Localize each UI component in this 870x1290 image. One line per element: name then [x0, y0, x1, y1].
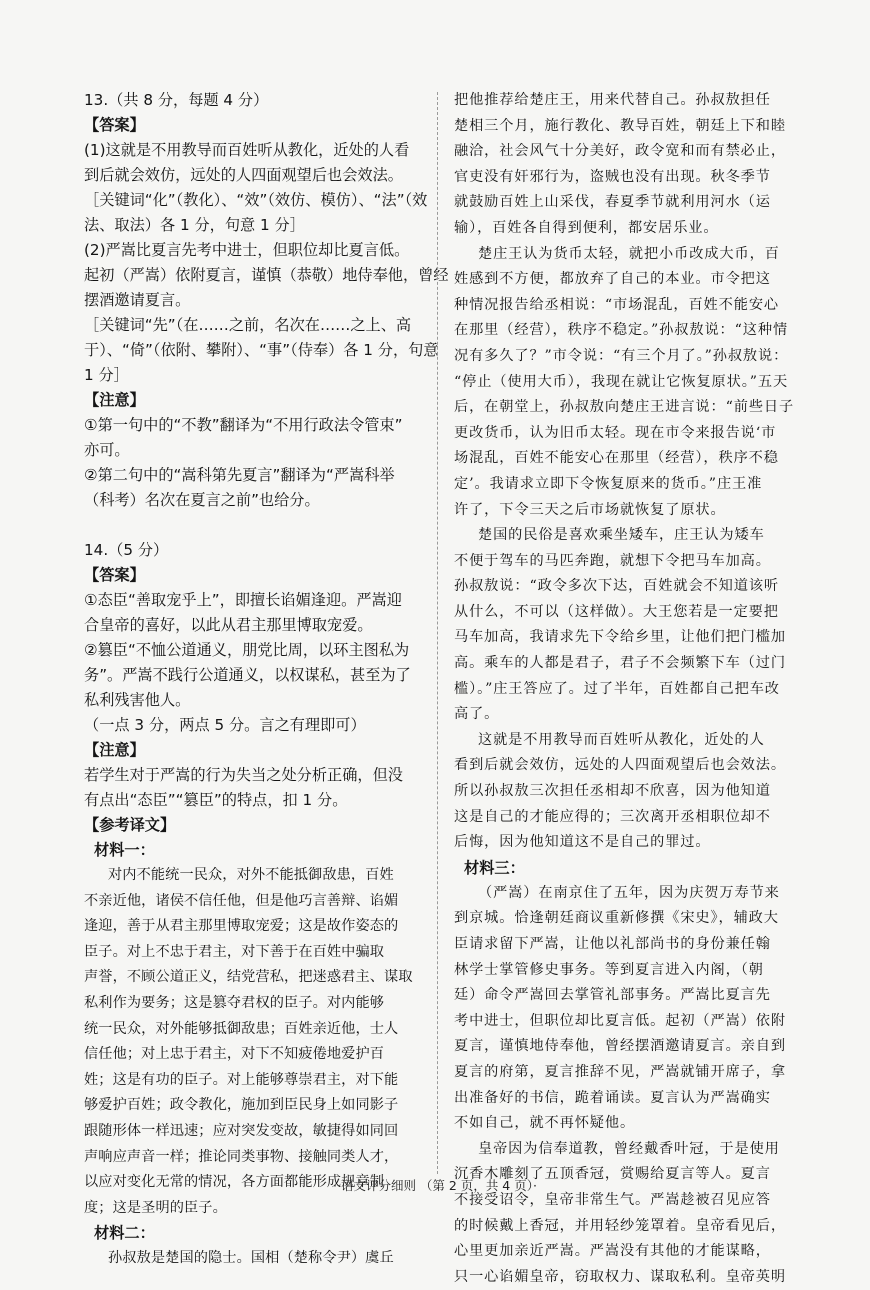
- section-heading: 【答案】: [84, 566, 145, 584]
- text-line: 有点出“态臣”“篡臣”的特点，扣 1 分。: [84, 791, 348, 809]
- text-line: 这就是不用教导而百姓听从教化，近处的人: [478, 731, 765, 748]
- text-line: 不接受诏令，皇帝非常生气。严嵩趁被召见应答: [454, 1191, 771, 1208]
- text-line: 不便于驾车的马匹奔跑，就想下令把马车加高。: [454, 552, 771, 569]
- text-line: 对内不能统一民众，对外不能抵御敌患，百姓: [108, 867, 394, 883]
- text-line: 楚国的民俗是喜欢乘坐矮车，庄王认为矮车: [478, 527, 765, 544]
- right-column: [454, 88, 795, 1290]
- text-line: 姓；这是有功的臣子。对上能够尊崇君主，对下能: [84, 1071, 399, 1088]
- section-heading: 【注意】: [84, 391, 145, 409]
- text-line: 输），百姓各自得到便利，都安居乐业。: [454, 219, 719, 236]
- text-line: 私利作为要务；这是篡夺君权的臣子。对内能够: [84, 994, 385, 1011]
- text-line: 14.（5 分）: [84, 541, 169, 559]
- text-line: 1 分］: [84, 366, 129, 384]
- text-line: 于）、“倚”（依附、攀附）、“事”（侍奉）各 1 分，句意: [84, 341, 439, 359]
- text-line: 出准备好的书信，跪着诵读。夏言认为严嵩确实: [454, 1089, 771, 1106]
- section-heading: 材料二：: [94, 1224, 155, 1243]
- text-line: 所以孙叔敖三次担任丞相却不欣喜，因为他知道: [454, 783, 771, 800]
- text-line: 孙叔敖说：“政令多次下达，百姓就会不知道该听: [454, 578, 779, 595]
- text-line: (1)这就是不用教导而百姓听从教化，近处的人看: [84, 141, 410, 159]
- text-line: 官吏没有奸邪行为，盗贼也没有出现。秋冬季节: [454, 168, 771, 185]
- text-line: 摆酒邀请夏言。: [84, 291, 191, 309]
- text-line: 孙叔敖是楚国的隐士。国相（楚称令尹）虞丘: [108, 1250, 394, 1267]
- text-line: 定’。我请求立即下令恢复原来的货币。”庄王准: [454, 475, 763, 492]
- text-line: 13.（共 8 分，每题 4 分）: [84, 91, 269, 109]
- text-line: “停止（使用大币），我现在就让它恢复原状。”五天: [454, 373, 789, 390]
- text-line: 若学生对于严嵩的行为失当之处分析正确，但没: [84, 766, 403, 784]
- page-footer: · 语文评分细则 （第 2 页，共 4 页）·: [333, 1178, 537, 1193]
- text-line: 声响应声音一样；推论同类事物、接触同类人才，: [84, 1148, 399, 1165]
- text-line: 况有多久了？”市令说：“有三个月了。”孙叔敖说：: [454, 347, 789, 364]
- section-heading: 材料三：: [464, 858, 525, 877]
- text-line: 槛）。”庄王答应了。过了半年，百姓都自己把车改: [454, 680, 780, 697]
- section-heading: 【参考译文】: [84, 816, 176, 834]
- text-line: 姓感到不方便，都放弃了自己的本业。市令把这: [454, 271, 771, 288]
- text-line: 法、取法）各 1 分，句意 1 分］: [84, 216, 305, 234]
- text-line: 沉香木雕刻了五顶香冠，赏赐给夏言等人。夏言: [454, 1166, 771, 1183]
- text-line: 高。乘车的人都是君子，君子不会频繁下车（过门: [454, 655, 786, 672]
- text-line: 把他推荐给楚庄王，用来代替自己。孙叔敖担任: [454, 92, 771, 108]
- text-line: 够爱护百姓；政令教化，施加到臣民身上如同影子: [84, 1097, 399, 1114]
- text-line: 夏言，谨慎地侍奉他，曾经摆酒邀请夏言。亲自到: [454, 1038, 786, 1055]
- text-line: 高了。: [454, 706, 500, 723]
- section-heading: 【注意】: [84, 741, 145, 759]
- text-line: 从什么，不可以（这样做）。大王您若是一定要把: [454, 603, 779, 620]
- text-line: ［关键词“化”（教化）、“效”（效仿、模仿）、“法”（效: [84, 191, 428, 209]
- text-line: 楚相三个月，施行教化、教导百姓，朝廷上下和睦: [454, 117, 786, 134]
- text-line: 后，在朝堂上，孙叔敖向楚庄王进言说：“前些日子: [454, 399, 795, 416]
- text-line: ①第一句中的“不教”翻译为“不用行政法令管束”: [84, 416, 403, 434]
- text-line: 看到后就会效仿，远处的人四面观望后也会效法。: [454, 757, 786, 774]
- text-line: 许了，下令三天之后市场就恢复了原状。: [454, 501, 726, 518]
- text-line: 的时候戴上香冠，并用轻纱笼罩着。皇帝看见后，: [454, 1217, 786, 1234]
- text-line: ①态臣“善取宠乎上”，即擅长谄媚逢迎。严嵩迎: [84, 591, 402, 609]
- text-line: 私利残害他人。: [84, 691, 191, 709]
- text-line: 林学士掌管修史事务。等到夏言进入内阁，（朝: [454, 961, 764, 978]
- text-line: 以应对变化无常的情况，各方面都能形成规章制: [84, 1174, 385, 1191]
- text-line: 声誉，不顾公道正义，结党营私，把迷惑君主、谋取: [84, 969, 413, 986]
- text-line: 更改货币，认为旧币太轻。现在市令来报告说‘市: [454, 424, 777, 441]
- text-line: 起初（严嵩）依附夏言，谨慎（恭敬）地侍奉他，曾经: [84, 266, 449, 284]
- text-line: 就鼓励百姓上山采伐，春夏季节就利用河水（运: [454, 194, 771, 211]
- text-line: 到后就会效仿，远处的人四面观望后也会效法。: [84, 166, 403, 184]
- text-line: 度；这是圣明的臣子。: [84, 1199, 227, 1216]
- text-line: 融洽，社会风气十分美好，政令宽和而有禁必止，: [454, 143, 786, 160]
- text-line: 场混乱，百姓不能安心在那里（经营），秩序不稳: [454, 450, 779, 467]
- section-heading: 【答案】: [84, 116, 145, 134]
- text-line: ②第二句中的“嵩科第先夏言”翻译为“严嵩科举: [84, 466, 395, 484]
- text-line: 夏言的府第，夏言推辞不见，严嵩就铺开席子，拿: [454, 1063, 786, 1080]
- text-line: 跟随形体一样迅速；应对突发变故，敏捷得如同回: [84, 1122, 399, 1139]
- text-line: 到京城。恰逢朝廷商议重新修撰《宋史》，辅政大: [454, 910, 779, 927]
- spacer: [84, 513, 424, 538]
- text-line: 不亲近他，诸侯不信任他，但是他巧言善辩、谄媚: [84, 892, 399, 909]
- text-line: 只一心谄媚皇帝，窃取权力、谋取私利。皇帝英明: [454, 1268, 786, 1285]
- text-line: 后悔，因为他知道这不是自己的罪过。: [454, 834, 711, 851]
- text-line: 这是自己的才能应得的；三次离开丞相职位却不: [454, 808, 771, 825]
- text-line: (2)严嵩比夏言先考中进士，但职位却比夏言低。: [84, 241, 410, 259]
- text-line: 臣子。对上不忠于君主，对下善于在百姓中骗取: [84, 943, 385, 960]
- text-line: 合皇帝的喜好，以此从君主那里博取宠爱。: [84, 616, 373, 634]
- column-divider: [437, 92, 438, 1174]
- text-line: 楚庄王认为货币太轻，就把小币改成大币，百: [478, 245, 780, 262]
- text-line: 亦可。: [84, 441, 130, 459]
- text-line: 考中进士，但职位却比夏言低。起初（严嵩）依附: [454, 1012, 786, 1029]
- text-line: 务”。严嵩不践行公道通义，以权谋私，甚至为了: [84, 666, 411, 684]
- text-line: ②篡臣“不恤公道通义，朋党比周，以环主图私为: [84, 641, 410, 659]
- text-line: 统一民众，对外能够抵御敌患；百姓亲近他，士人: [84, 1020, 399, 1037]
- text-line: 在那里（经营），秩序不稳定。”孙叔敖说：“这种情: [454, 322, 789, 339]
- text-line: ［关键词“先”（在……之前，名次在……之上、高: [84, 316, 412, 334]
- text-line: 逢迎，善于从君主那里博取宠爱；这是故作姿态的: [84, 918, 399, 935]
- section-heading: 材料一：: [94, 841, 155, 859]
- text-line: 信任他；对上忠于君主，对下不知疲倦地爱护百: [84, 1046, 385, 1063]
- text-line: （严嵩）在南京住了五年，因为庆贺万寿节来: [478, 884, 780, 901]
- text-line: （科考）名次在夏言之前”也给分。: [84, 491, 320, 509]
- text-line: （一点 3 分，两点 5 分。言之有理即可）: [84, 716, 366, 734]
- text-line: 不如自己，就不再怀疑他。: [454, 1115, 636, 1132]
- text-line: 种情况报告给丞相说：“市场混乱，百姓不能安心: [454, 296, 779, 313]
- text-line: 马车加高，我请求先下令给乡里，让他们把门槛加: [454, 629, 786, 646]
- text-line: 皇帝因为信奉道教，曾经戴香叶冠，于是使用: [478, 1140, 780, 1157]
- text-line: 心里更加亲近严嵩。严嵩没有其他的才能谋略，: [454, 1243, 771, 1260]
- text-line: 臣请求留下严嵩，让他以礼部尚书的身份兼任翰: [454, 936, 771, 952]
- text-line: 廷）命令严嵩回去掌管礼部事务。严嵩比夏言先: [454, 987, 771, 1004]
